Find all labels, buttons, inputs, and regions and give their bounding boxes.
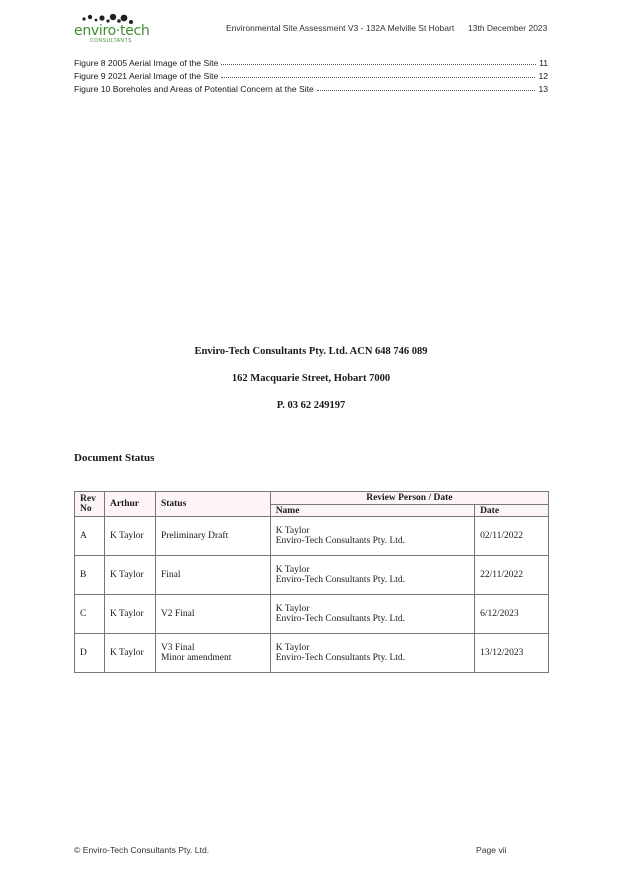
reviewer-org: Enviro-Tech Consultants Pty. Ltd. <box>275 614 406 624</box>
column-header-arthur: Arthur <box>104 492 155 517</box>
column-header-review: Review Person / Date <box>270 492 548 505</box>
cell-date: 22/11/2022 <box>475 556 549 595</box>
toc-leader-dots <box>317 90 536 91</box>
status-line: Final <box>160 570 181 580</box>
cell-name <box>270 634 474 673</box>
status-line: V3 Final <box>160 643 195 653</box>
toc-leader-dots <box>221 64 536 65</box>
reviewer-org: Enviro-Tech Consultants Pty. Ltd. <box>275 653 406 663</box>
table-row <box>75 634 549 673</box>
cell-arthur: K Taylor <box>104 517 155 556</box>
cell-arthur: K Taylor <box>104 595 155 634</box>
reviewer-name: K Taylor <box>275 565 310 575</box>
cell-status <box>155 634 270 673</box>
logo-wordmark: enviro·tech <box>74 23 150 39</box>
cell-rev: B <box>75 556 105 595</box>
toc-entry-label: Figure 9 2021 Aerial Image of the Site <box>74 71 219 81</box>
status-line: Preliminary Draft <box>160 531 229 541</box>
logo-subtitle: CONSULTANTS <box>90 38 132 44</box>
toc-entry-page: 12 <box>538 71 548 81</box>
document-status-heading: Document Status <box>74 452 155 464</box>
footer-page-number: Page vii <box>476 845 507 855</box>
header-title: Environmental Site Assessment V3 - 132A Melville St Hobart <box>226 23 455 33</box>
toc-entry-label: Figure 8 2005 Aerial Image of the Site <box>74 58 219 68</box>
toc-entry-page: 11 <box>539 58 548 68</box>
cell-arthur: K Taylor <box>104 634 155 673</box>
cell-status <box>155 517 270 556</box>
company-name-acn: Enviro-Tech Consultants Pty. Ltd. ACN 648 746 089 <box>194 346 428 357</box>
company-logo <box>74 14 150 46</box>
reviewer-name: K Taylor <box>275 643 310 653</box>
cell-rev: D <box>75 634 105 673</box>
company-phone: P. 03 62 249197 <box>276 400 346 411</box>
cell-name <box>270 595 474 634</box>
cell-status <box>155 556 270 595</box>
column-header-name: Name <box>270 505 474 517</box>
cell-date: 02/11/2022 <box>475 517 549 556</box>
cell-status <box>155 595 270 634</box>
list-of-figures <box>74 55 548 94</box>
toc-leader-dots <box>221 77 535 78</box>
toc-entry[interactable] <box>74 68 548 81</box>
status-line: Minor amendment <box>160 653 232 663</box>
reviewer-name: K Taylor <box>275 526 310 536</box>
toc-entry-page: 13 <box>538 84 548 94</box>
toc-entry[interactable] <box>74 81 548 94</box>
cell-date: 13/12/2023 <box>475 634 549 673</box>
cell-rev: C <box>75 595 105 634</box>
cell-arthur: K Taylor <box>104 556 155 595</box>
reviewer-org: Enviro-Tech Consultants Pty. Ltd. <box>275 575 406 585</box>
column-header-rev: Rev No <box>75 492 105 517</box>
reviewer-org: Enviro-Tech Consultants Pty. Ltd. <box>275 536 406 546</box>
header-date: 13th December 2023 <box>468 23 548 33</box>
table-row <box>75 595 549 634</box>
column-header-date: Date <box>475 505 549 517</box>
cell-date: 6/12/2023 <box>475 595 549 634</box>
reviewer-name: K Taylor <box>275 604 310 614</box>
footer-copyright: © Enviro-Tech Consultants Pty. Ltd. <box>74 845 210 855</box>
cell-name <box>270 517 474 556</box>
company-address: 162 Macquarie Street, Hobart 7000 <box>231 373 391 384</box>
toc-entry-label: Figure 10 Boreholes and Areas of Potential Concern at the Site <box>74 84 314 94</box>
column-header-status: Status <box>155 492 270 517</box>
toc-entry[interactable] <box>74 55 548 68</box>
table-row <box>75 556 549 595</box>
status-line: V2 Final <box>160 609 195 619</box>
cell-rev: A <box>75 517 105 556</box>
table-row <box>75 517 549 556</box>
cell-name <box>270 556 474 595</box>
document-status-table <box>74 491 549 673</box>
